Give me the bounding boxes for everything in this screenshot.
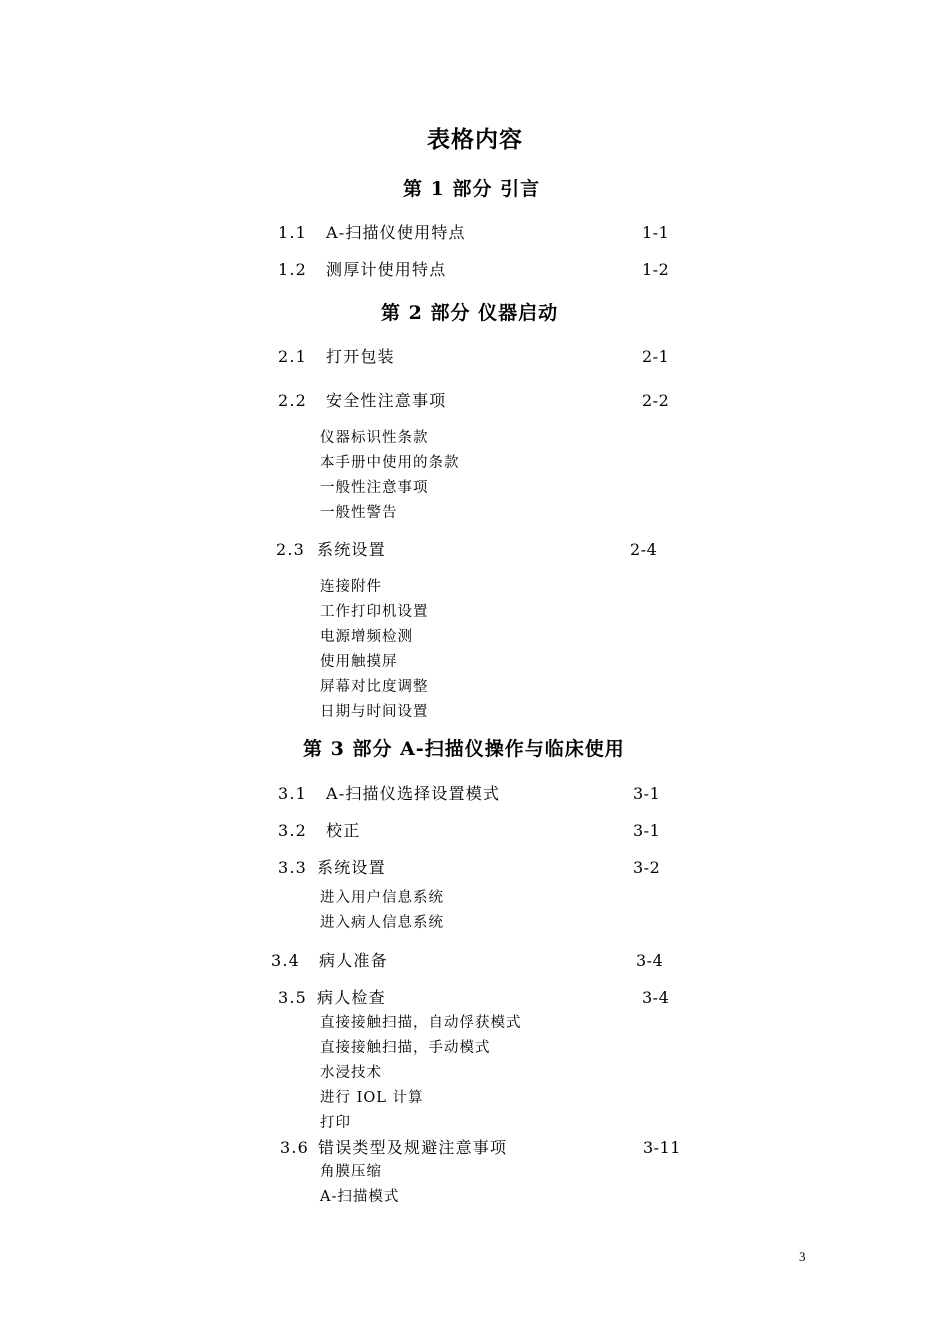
entry-3-3-page: 3-2 <box>633 858 661 877</box>
entry-3-4-number: 3.4 <box>271 951 301 970</box>
entry-3-4-text: 病人准备 <box>319 951 388 970</box>
subitem: 一般性注意事项 <box>320 480 429 496</box>
entry-3-1-text: A-扫描仪选择设置模式 <box>326 784 501 803</box>
subitem: 角膜压缩 <box>320 1164 382 1180</box>
entry-2-3-text: 系统设置 <box>317 540 386 559</box>
entry-1-2-page: 1-2 <box>642 260 670 279</box>
subitem: A-扫描模式 <box>320 1189 400 1205</box>
entry-1-1-text: A-扫描仪使用特点 <box>326 223 466 242</box>
entry-3-1-page: 3-1 <box>633 784 661 803</box>
entry-2-2-number: 2.2 <box>278 391 308 410</box>
entry-3-2-number: 3.2 <box>278 821 308 840</box>
subitem: 日期与时间设置 <box>320 704 429 720</box>
entry-3-6-number: 3.6 <box>280 1138 310 1157</box>
entry-3-2-page: 3-1 <box>633 821 661 840</box>
entry-1-1-number: 1.1 <box>278 223 308 242</box>
entry-3-3-number: 3.3 <box>278 858 308 877</box>
entry-1-2-number: 1.2 <box>278 260 308 279</box>
subitem: 直接接触扫描，自动俘获模式 <box>320 1015 522 1031</box>
entry-2-2-text: 安全性注意事项 <box>326 391 447 410</box>
subitem: 打印 <box>320 1115 351 1131</box>
page-number: 3 <box>799 1249 806 1264</box>
part-1-title: 第 1 部分 引言 <box>403 178 541 200</box>
part-3-title: 第 3 部分 A-扫描仪操作与临床使用 <box>303 738 625 760</box>
entry-3-6-text: 错误类型及规避注意事项 <box>318 1138 508 1157</box>
entry-3-1-number: 3.1 <box>278 784 308 803</box>
entry-3-3-text: 系统设置 <box>317 858 386 877</box>
subitem: 电源增频检测 <box>320 629 413 645</box>
subitem: 本手册中使用的条款 <box>320 455 460 471</box>
subitem: 进入病人信息系统 <box>320 915 444 931</box>
entry-3-5-text: 病人检查 <box>317 988 386 1007</box>
subitem: 仪器标识性条款 <box>320 430 429 446</box>
entry-3-4-page: 3-4 <box>636 951 664 970</box>
entry-2-3-page: 2-4 <box>630 540 658 559</box>
entry-2-2-page: 2-2 <box>642 391 670 410</box>
entry-1-2-text: 测厚计使用特点 <box>326 260 447 279</box>
subitem: 连接附件 <box>320 579 382 595</box>
subitem: 进行 IOL 计算 <box>320 1090 424 1106</box>
subitem: 进入用户信息系统 <box>320 890 444 906</box>
subitem: 屏幕对比度调整 <box>320 679 429 695</box>
entry-2-1-text: 打开包装 <box>326 347 395 366</box>
entry-2-1-number: 2.1 <box>278 347 308 366</box>
document-title: 表格内容 <box>427 126 523 153</box>
subitem: 使用触摸屏 <box>320 654 398 670</box>
part-2-title: 第 2 部分 仪器启动 <box>381 302 559 324</box>
subitem: 水浸技术 <box>320 1065 382 1081</box>
subitem: 直接接触扫描，手动模式 <box>320 1040 491 1056</box>
subitem: 一般性警告 <box>320 505 398 521</box>
entry-3-5-page: 3-4 <box>642 988 670 1007</box>
entry-3-5-number: 3.5 <box>278 988 308 1007</box>
subitem: 工作打印机设置 <box>320 604 429 620</box>
entry-2-1-page: 2-1 <box>642 347 670 366</box>
entry-1-1-page: 1-1 <box>642 223 670 242</box>
entry-3-6-page: 3-11 <box>643 1138 681 1157</box>
entry-3-2-text: 校正 <box>326 821 361 840</box>
entry-2-3-number: 2.3 <box>276 540 306 559</box>
